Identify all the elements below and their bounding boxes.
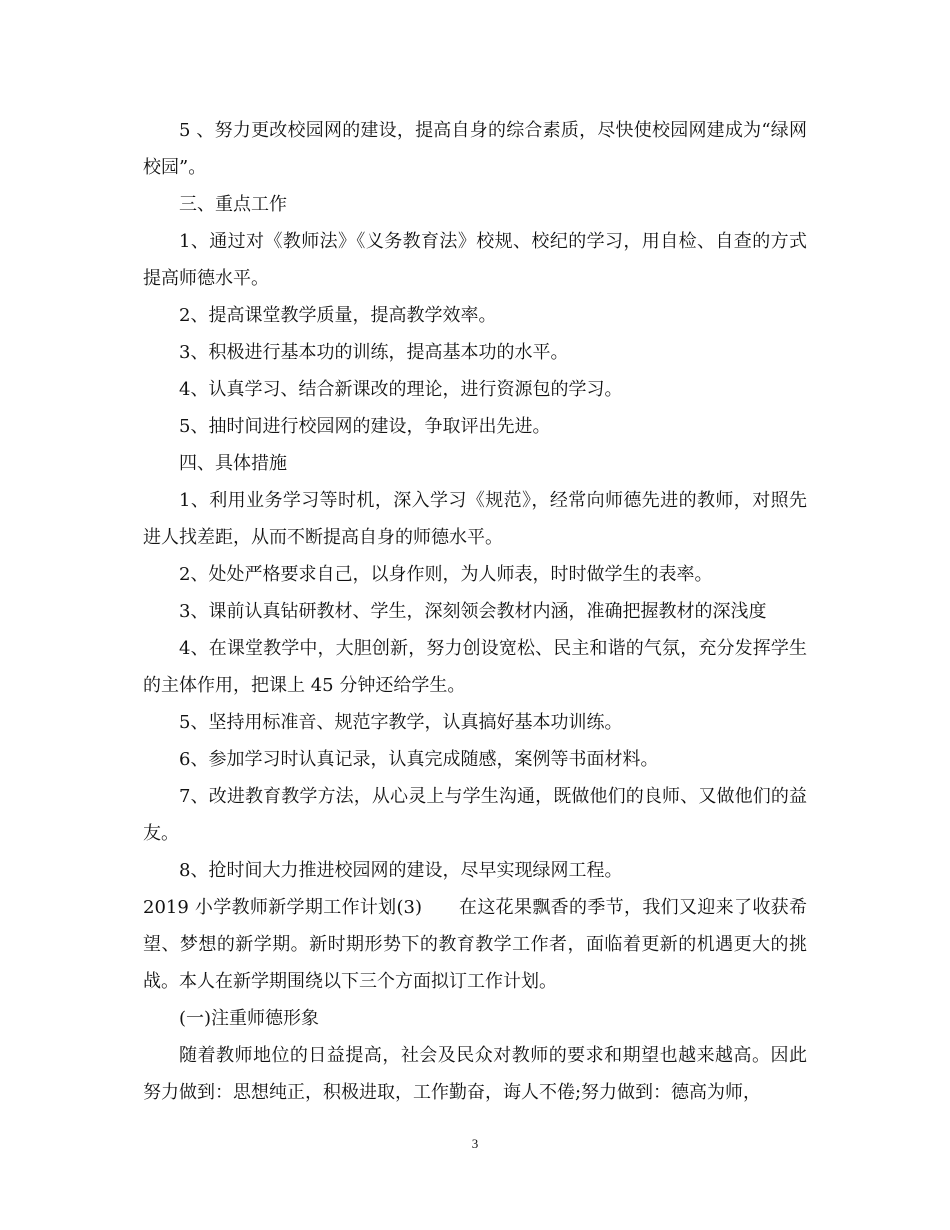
section-heading-key-work: 三、重点工作 — [179, 194, 287, 215]
paragraph-key-work-4: 4、认真学习、结合新课改的理论，进行资源包的学习。 — [179, 379, 623, 400]
paragraph-key-work-3: 3、积极进行基本功的训练，提高基本功的水平。 — [179, 342, 569, 363]
section-heading-measures: 四、具体措施 — [179, 453, 287, 474]
paragraph-campus-network-goal: 5 、努力更改校园网的建设，提高自身的综合素质，尽快使校园网建成为“绿网校园”。 — [143, 120, 807, 178]
paragraph-measure-2: 2、处处严格要求自己，以身作则，为人师表，时时做学生的表率。 — [179, 564, 713, 585]
paragraph-measure-5: 5、坚持用标准音、规范字教学，认真搞好基本功训练。 — [179, 712, 623, 733]
paragraph-measure-4: 4、在课堂教学中，大胆创新，努力创设宽松、民主和谐的气氛，充分发挥学生的主体作用，把课上 45 分钟还给学生。 — [143, 638, 807, 696]
paragraph-measure-6: 6、参加学习时认真记录，认真完成随感，案例等书面材料。 — [179, 749, 659, 770]
page-number: 3 — [471, 1136, 479, 1151]
section-heading-teacher-ethics: (一)注重师德形象 — [179, 1008, 320, 1029]
paragraph-measure-3: 3、课前认真钻研教材、学生，深刻领会教材内涵，准确把握教材的深浅度 — [179, 601, 767, 622]
paragraph-key-work-1: 1、通过对《教师法》《义务教育法》校规、校纪的学习，用自检、自查的方式提高师德水平。 — [143, 231, 807, 289]
paragraph-plan-3-intro: 2019 小学教师新学期工作计划(3) 在这花果飘香的季节，我们又迎来了收获希望、梦想的新学期。新时期形势下的教育教学工作者，面临着更新的机遇更大的挑战。本人在新学期围绕以下三个方面拟订工作计划。 — [143, 897, 807, 992]
paragraph-teacher-ethics: 随着教师地位的日益提高，社会及民众对教师的要求和期望也越来越高。因此努力做到：思想纯正，积极进取，工作勤奋，诲人不倦;努力做到：德高为师， — [143, 1045, 807, 1103]
document-body — [143, 112, 807, 1111]
paragraph-measure-7: 7、改进教育教学方法，从心灵上与学生沟通，既做他们的良师、又做他们的益友。 — [143, 786, 807, 844]
paragraph-measure-8: 8、抢时间大力推进校园网的建设，尽早实现绿网工程。 — [179, 860, 623, 881]
paragraph-key-work-2: 2、提高课堂教学质量，提高教学效率。 — [179, 305, 497, 326]
paragraph-measure-1: 1、利用业务学习等时机，深入学习《规范》，经常向师德先进的教师，对照先进人找差距，从而不断提高自身的师德水平。 — [143, 490, 807, 548]
paragraph-key-work-5: 5、抽时间进行校园网的建设，争取评出先进。 — [179, 416, 551, 437]
